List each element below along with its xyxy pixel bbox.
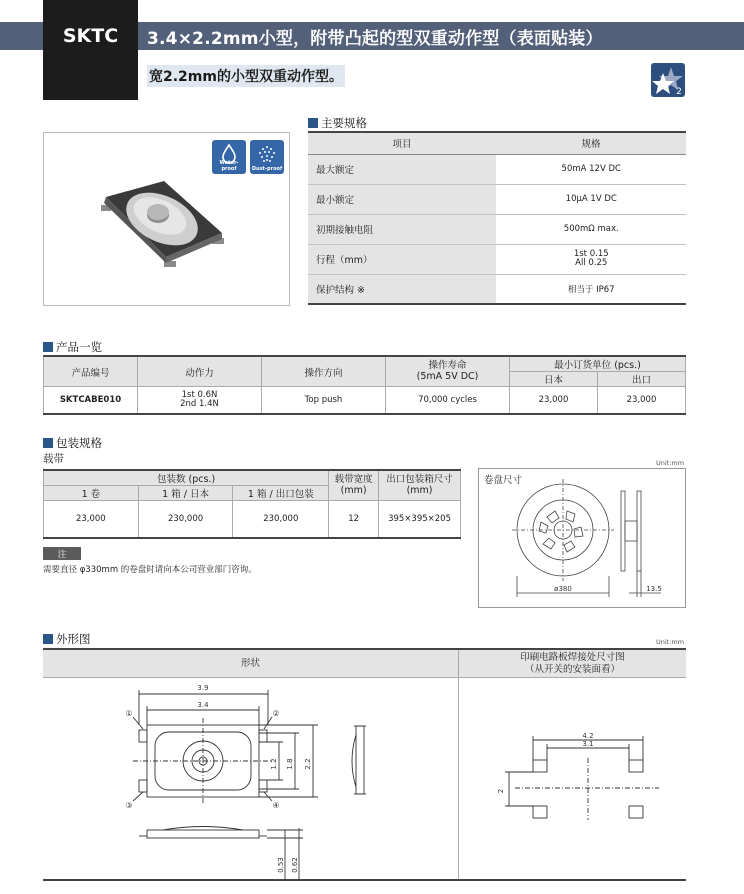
dim-w-body: 3.4 xyxy=(197,701,209,709)
section-marker xyxy=(308,118,318,128)
spec-value: 相当于 IP67 xyxy=(496,274,686,304)
section-marker xyxy=(43,342,53,352)
packaging-section-title xyxy=(43,435,102,451)
product-photo xyxy=(43,132,290,306)
spec-item: 最小额定 xyxy=(308,184,496,214)
switch-render xyxy=(44,133,291,307)
specs-section-title xyxy=(308,115,367,131)
product-export: 23,000 xyxy=(598,387,686,414)
rank-badge xyxy=(651,63,685,97)
note-text: 需要直径 φ330mm 的卷盘时请向本公司营业部门咨询。 xyxy=(43,565,257,575)
col-direction: 操作方向 xyxy=(262,356,386,387)
reel-width: 13.5 xyxy=(646,585,662,593)
packaging-title-text: 包装规格 xyxy=(56,436,102,450)
spec-value: 10μA 1V DC xyxy=(496,184,686,214)
spec-value: 500mΩ max. xyxy=(496,214,686,244)
product-japan: 23,000 xyxy=(510,387,598,414)
page-title: 3.4×2.2mm小型，附带凸起的型双重动作型（表面贴装） xyxy=(147,28,603,49)
col-code: 产品编号 xyxy=(44,356,138,387)
packaging-subtitle: 载带 xyxy=(43,453,64,465)
pin-2: ② xyxy=(272,709,280,718)
product-force: 1st 0.6N 2nd 1.4N xyxy=(138,387,262,414)
spec-item: 保护结构 ※ xyxy=(308,274,496,304)
products-table xyxy=(43,355,686,415)
reel-dimensions-box xyxy=(478,468,686,608)
pcb-dim-h: 2 xyxy=(497,788,505,794)
col-japan: 日本 xyxy=(510,372,598,387)
spec-item: 最大额定 xyxy=(308,154,496,184)
pin-3: ③ xyxy=(125,801,133,810)
table-row xyxy=(308,184,686,214)
col-box-japan: 1 箱 / 日本 xyxy=(138,486,233,501)
dim-h-inner: 1.2 xyxy=(270,758,278,770)
dim-t2: 0.62 xyxy=(291,857,299,873)
pcb-dim-outer: 4.2 xyxy=(582,732,594,740)
col-life: 操作寿命 (5mA 5V DC) xyxy=(386,356,510,387)
spec-item: 行程（mm） xyxy=(308,244,496,274)
products-section-title xyxy=(43,339,102,355)
packaging-table xyxy=(43,469,461,539)
spec-value: 1st 0.15 All 0.25 xyxy=(496,244,686,274)
specs-table xyxy=(308,131,686,305)
series-tab xyxy=(43,0,138,100)
shape-header: 形状 xyxy=(43,650,458,678)
page-subtitle: 宽2.2mm的小型双重动作型。 xyxy=(147,65,345,87)
dim-w-outer: 3.9 xyxy=(197,684,209,692)
shape-drawing xyxy=(43,680,458,881)
dimensions-box xyxy=(43,648,686,881)
dimensions-title-text: 外形图 xyxy=(56,632,91,646)
pin-4: ④ xyxy=(272,801,280,810)
spec-item: 初期接触电阻 xyxy=(308,214,496,244)
table-row xyxy=(308,274,686,304)
pack-tape-width: 12 xyxy=(329,501,379,538)
pack-export-box: 395×395×205 xyxy=(379,501,461,538)
col-tape-width: 载带宽度 (mm) xyxy=(329,470,379,501)
pack-reel: 23,000 xyxy=(44,501,139,538)
table-row xyxy=(308,154,686,184)
dim-h-mid: 1.8 xyxy=(286,758,294,770)
packaging-unit: Unit:mm xyxy=(656,459,685,467)
col-moq: 最小订货单位 (pcs.) xyxy=(510,356,686,372)
pcb-drawing xyxy=(459,680,686,881)
series-code: SKTC xyxy=(62,25,119,47)
reel-diameter: ø380 xyxy=(554,585,572,593)
pcb-header: 印刷电路板焊接处尺寸图 （从开关的安装面看） xyxy=(459,650,686,678)
spec-header-value: 规格 xyxy=(496,132,686,154)
product-code: SKTCABE010 xyxy=(44,387,138,414)
note-tag: 注 xyxy=(43,547,81,560)
col-export-box: 出口包装箱尺寸 (mm) xyxy=(379,470,461,501)
col-box-export: 1 箱 / 出口包装 xyxy=(233,486,329,501)
reel-drawing xyxy=(479,469,685,607)
reel-title: 卷盘尺寸 xyxy=(484,475,523,486)
dustproof-label: Dust-proof xyxy=(251,166,283,172)
waterproof-label: Water-proof xyxy=(219,160,239,172)
dim-t1: 0.53 xyxy=(277,857,285,873)
col-qty: 包装数 (pcs.) xyxy=(44,470,329,486)
col-force: 动作力 xyxy=(138,356,262,387)
col-export: 出口 xyxy=(598,372,686,387)
product-direction: Top push xyxy=(262,387,386,414)
pcb-dim-inner: 3.1 xyxy=(582,740,594,748)
pack-box-japan: 230,000 xyxy=(138,501,233,538)
pin-1: ① xyxy=(125,709,133,718)
dimensions-unit: Unit:mm xyxy=(656,638,685,646)
specs-title-text: 主要规格 xyxy=(321,116,367,130)
badge-number: 2 xyxy=(676,87,682,97)
table-row xyxy=(44,501,461,538)
table-row xyxy=(308,214,686,244)
section-marker xyxy=(43,634,53,644)
pack-box-export: 230,000 xyxy=(233,501,329,538)
product-life: 70,000 cycles xyxy=(386,387,510,414)
col-reel: 1 卷 xyxy=(44,486,139,501)
star-icon xyxy=(651,63,685,97)
dimensions-section-title xyxy=(43,631,91,647)
table-row xyxy=(44,387,686,414)
products-title-text: 产品一览 xyxy=(56,340,102,354)
spec-header-item: 项目 xyxy=(308,132,496,154)
spec-value: 50mA 12V DC xyxy=(496,154,686,184)
section-marker xyxy=(43,438,53,448)
table-row xyxy=(308,244,686,274)
dim-h-outer: 2.2 xyxy=(304,758,312,770)
